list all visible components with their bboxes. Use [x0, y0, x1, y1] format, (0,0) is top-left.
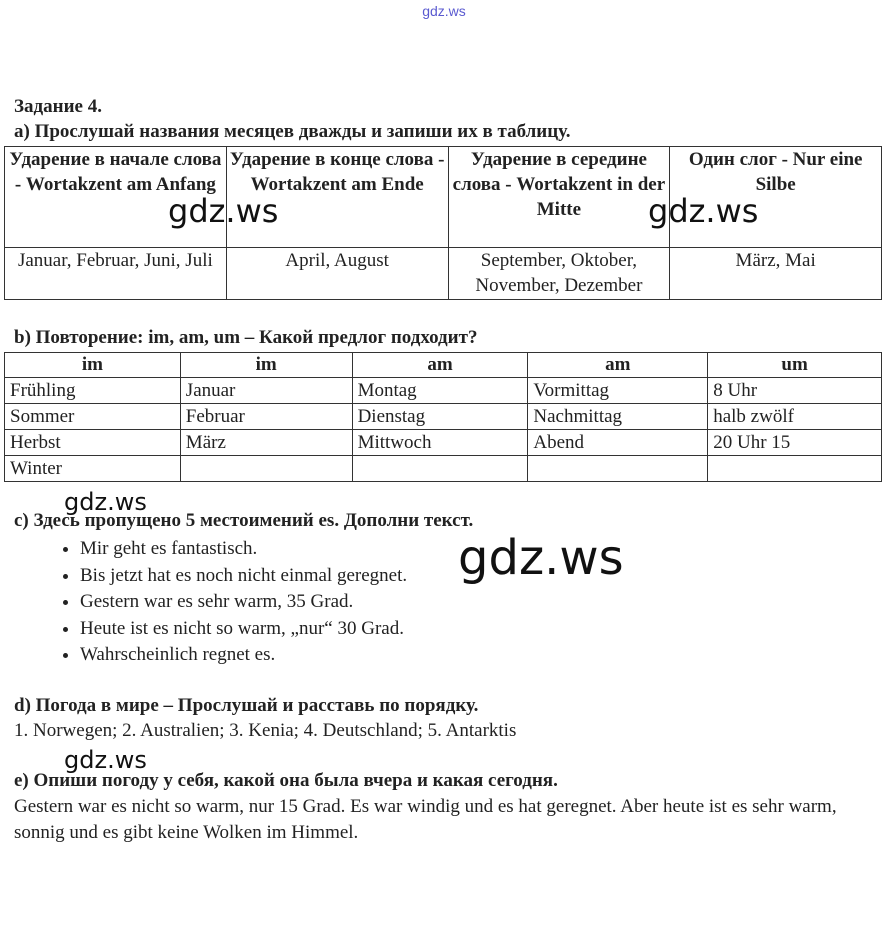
table-cell: März	[180, 430, 352, 456]
section-c-heading: c) Здесь пропущено 5 местоимений es. Дополни текст.	[14, 510, 474, 531]
header-stress-middle: Ударение в середине слова - Wortakzent in der Mitte	[448, 147, 670, 248]
table-row	[5, 378, 882, 404]
section-e-answer: Gestern war es nicht so warm, nur 15 Grad. Es war windig und es hat geregnet. Aber heute ist es sehr warm, sonnig und es gibt keine Wolken im Himmel.	[14, 796, 837, 843]
header-im-months: im	[180, 353, 352, 378]
list-item: • Bis jetzt hat es noch nicht einmal geregnet.	[80, 563, 407, 590]
header-stress-start: Ударение в начале слова - Wortakzent am Anfang	[5, 147, 227, 248]
table-cell: Sommer	[5, 404, 181, 430]
table-cell	[708, 456, 882, 482]
table-row	[5, 430, 882, 456]
table-cell: Abend	[528, 430, 708, 456]
list-item: • Mir geht es fantastisch.	[80, 536, 407, 563]
table-cell: Winter	[5, 456, 181, 482]
list-item: • Heute ist es nicht so warm, „nur“ 30 Grad.	[80, 616, 407, 643]
section-d-heading: d) Погода в мире – Прослушай и расставь по порядку.	[14, 695, 479, 716]
section-d-answer: 1. Norwegen; 2. Australien; 3. Kenia; 4. Deutschland; 5. Antarktis	[14, 720, 517, 741]
table-header-row	[5, 353, 882, 378]
section-b-heading: b) Повторение: im, am, um – Какой предлог подходит?	[14, 327, 478, 348]
header-stress-end: Ударение в конце слова - Wortakzent am Ende	[226, 147, 448, 248]
watermark-logo: gdz.ws	[64, 488, 147, 516]
table-row	[5, 248, 882, 300]
top-watermark: gdz.ws	[422, 3, 466, 19]
table-cell: Nachmittag	[528, 404, 708, 430]
table-row	[5, 456, 882, 482]
cell-stress-start: Januar, Februar, Juni, Juli	[5, 248, 227, 300]
watermark-logo: gdz.ws	[458, 530, 624, 586]
table-cell: Frühling	[5, 378, 181, 404]
cell-one-syllable: März, Mai	[670, 248, 882, 300]
table-cell: Dienstag	[352, 404, 528, 430]
es-sentence-list	[40, 536, 407, 669]
table-cell: Mittwoch	[352, 430, 528, 456]
task-title: Задание 4.	[14, 96, 102, 117]
table-cell: 20 Uhr 15	[708, 430, 882, 456]
table-cell: halb zwölf	[708, 404, 882, 430]
table-cell: Vormittag	[528, 378, 708, 404]
table-cell: Montag	[352, 378, 528, 404]
table-cell: Herbst	[5, 430, 181, 456]
table-cell	[180, 456, 352, 482]
table-cell: Januar	[180, 378, 352, 404]
header-am-days: am	[352, 353, 528, 378]
table-cell	[528, 456, 708, 482]
table-row	[5, 404, 882, 430]
table-cell: 8 Uhr	[708, 378, 882, 404]
header-am-daytime: am	[528, 353, 708, 378]
watermark-logo: gdz.ws	[648, 192, 759, 230]
watermark-logo: gdz.ws	[168, 192, 279, 230]
header-um-time: um	[708, 353, 882, 378]
header-im-seasons: im	[5, 353, 181, 378]
prepositions-table	[4, 352, 882, 482]
header-one-syllable: Один слог - Nur eine Silbe	[670, 147, 882, 248]
cell-stress-end: April, August	[226, 248, 448, 300]
section-a-heading: a) Прослушай названия месяцев дважды и запиши их в таблицу.	[14, 121, 571, 142]
watermark-logo: gdz.ws	[64, 746, 147, 774]
table-cell	[352, 456, 528, 482]
table-cell: Februar	[180, 404, 352, 430]
list-item: • Gestern war es sehr warm, 35 Grad.	[80, 589, 407, 616]
section-e-heading: e) Опиши погоду у себя, какой она была вчера и какая сегодня.	[14, 770, 558, 791]
list-item: • Wahrscheinlich regnet es.	[80, 642, 407, 669]
cell-stress-middle: September, Oktober, November, Dezember	[448, 248, 670, 300]
